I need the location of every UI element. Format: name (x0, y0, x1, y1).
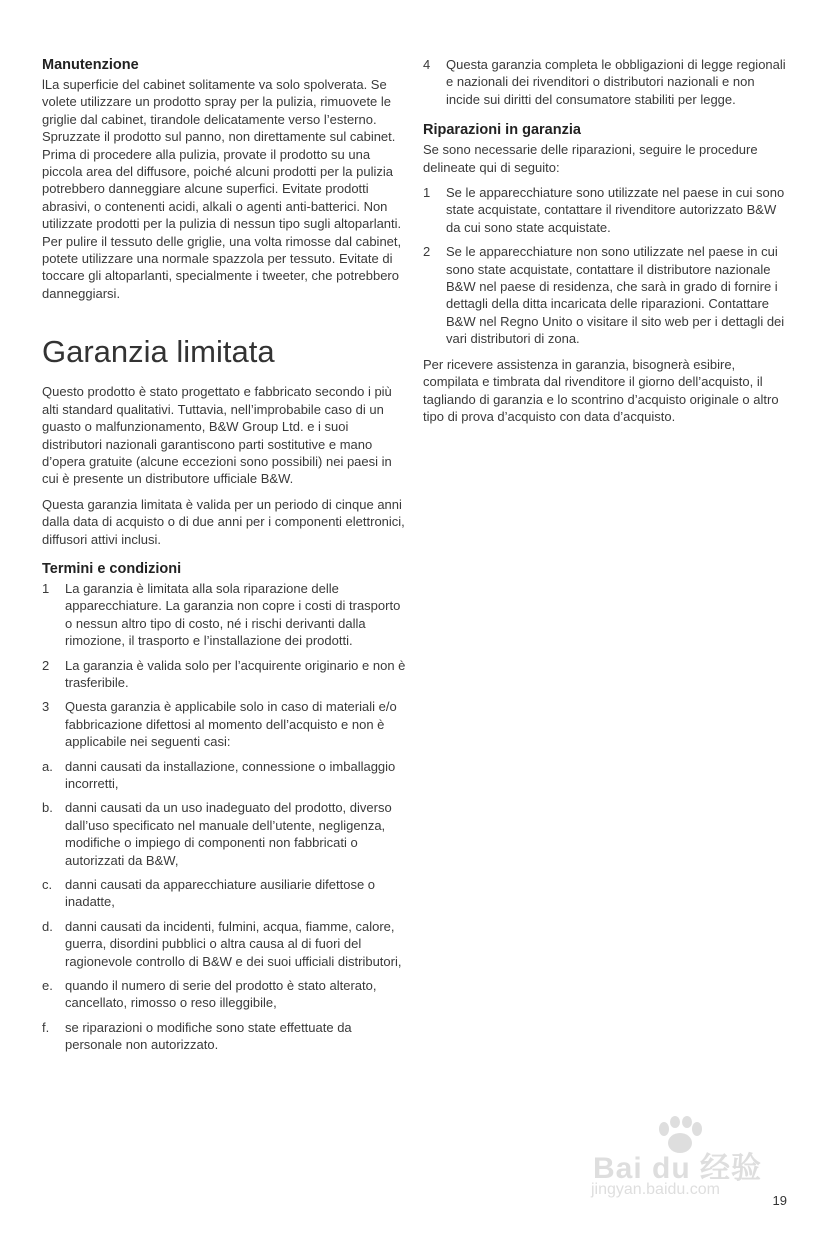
riparazioni-outro: Per ricevere assistenza in garanzia, bisognerà esibire, compilata e timbrata dal rivenditore il giorno dell’acquisto, il tagliando di garanzia e lo scontrino d’acquisto originale o altro tipo di prova d’acquisto con data d’acquisto. (423, 356, 779, 424)
riparazioni-intro: Se sono necessarie delle riparazioni, seguire le procedure delineate qui di seguito: (423, 142, 758, 175)
list-item: b. danni causati da un uso inadeguato del prodotto, diverso dall’uso specificato nel manuale dell’utente, negligenza, modifiche o impiego di componenti non fabbricati o autorizzati da B&W, (42, 800, 392, 868)
riparazioni-heading: Riparazioni in garanzia (423, 122, 581, 139)
list-item: 1 Se le apparecchiature sono utilizzate nel paese in cui sono state acquistate, contattare il rivenditore autorizzato B&W da cui sono state acquistate. (423, 185, 785, 235)
list-item: 4 Questa garanzia completa le obbligazioni di legge regionali e nazionali dei rivenditori o distributori nazionali e non incide sui diritti del consumatore stabiliti per legge. (423, 57, 786, 107)
manutenzione-body: lLa superficie del cabinet solitamente va solo spolverata. Se volete utilizzare un prodotto spray per la pulizia, rimuovete le griglie dal cabinet, tirandole delicatamente verso l’esterno. Spruzzate il prodotto sul panno, non direttamente sul cabinet. Prima di procedere alla pulizia, provate il prodotto su una piccola area del diffusore, poiché alcuni prodotti per la pulizia potrebbero danneggiare alcune superfici. Evitate prodotti abrasivi, o contenenti acidi, alkali o agenti anti-batterici. Non utilizzate prodotti per la pulizia di nessun tipo sugli altoparlanti. Per pulire il tessuto delle griglie, una volta rimosse dal cabinet, potete utilizzare una normale spazzola per tessuto. Evitate di toccare gli altoparlanti, specialmente i tweeter, che potrebbero danneggiarsi. (42, 77, 402, 301)
right-column (423, 56, 788, 425)
riparazioni-list (423, 184, 788, 348)
garanzia-paragraph-1: Questo prodotto è stato progettato e fabbricato secondo i più alti standard qualitativi. Tuttavia, nell’improbabile caso di un guasto o malfunzionamento, B&W Group Ltd. e i suoi distributori nazionali garantiscono parti sostitutive e mano d’opera gratuite (alcune eccezioni sono possibili) nei paesi in cui è presente un distributore ufficiale B&W. (42, 384, 392, 487)
list-item: a. danni causati da installazione, connessione o imballaggio incorretti, (42, 758, 396, 791)
list-item: 2 Se le apparecchiature non sono utilizzate nel paese in cui sono state acquistate, contattare il distributore nazionale B&W nel paese di residenza, che sarà in grado di fornire i dettagli della ditta incaricata delle riparazioni. Contattare B&W nel Regno Unito o visitare il sito web per i dettagli dei vari distributori di zona. (423, 244, 785, 347)
list-item: d. danni causati da incidenti, fulmini, acqua, fiamme, calore, guerra, disordini pubblici o altra causa al di fuori del ragionevole controllo di B&W e dei suoi ufficiali distributori, (42, 918, 402, 969)
list-item: f. se riparazioni o modifiche sono state effettuate da personale non autorizzato. (42, 1019, 352, 1053)
list-item: e. quando il numero di serie del prodotto è stato alterato, cancellato, rimosso o reso illeggibile, (42, 978, 377, 1011)
garanzia-paragraph-2: Questa garanzia limitata è valida per un periodo di cinque anni dalla data di acquisto o di due anni per i componenti elettronici, diffusori attivi inclusi. (42, 496, 405, 547)
list-item: 2 La garanzia è valida solo per l’acquirente originario e non è trasferibile. (42, 657, 406, 690)
list-item: 3 Questa garanzia è applicabile solo in caso di materiali e/o fabbricazione difettosi al momento dell’acquisto e non è applicabile nei seguenti casi: (42, 699, 397, 750)
page-number: 19 (772, 1193, 787, 1208)
list-item: 1 La garanzia è limitata alla sola riparazione delle apparecchiature. La garanzia non copre i costi di trasporto o nessun altro tipo di costo, né i rischi derivanti dalla rimozione, il trasporto e l’installazione dei prodotti. (42, 580, 401, 649)
baidu-watermark (585, 1115, 785, 1205)
termini-list-continued (423, 56, 788, 108)
termini-heading: Termini e condizioni (42, 560, 182, 577)
page-title: Garanzia limitata (42, 334, 275, 370)
watermark-brand: Bai du 经验 (593, 1152, 763, 1185)
left-column (42, 56, 407, 1061)
list-item: c. danni causati da apparecchiature ausiliarie difettose o inadatte, (42, 877, 376, 910)
manutenzione-heading: Manutenzione (42, 57, 139, 73)
termini-list (42, 580, 407, 1054)
watermark-url: jingyan.baidu.com (591, 1181, 720, 1198)
